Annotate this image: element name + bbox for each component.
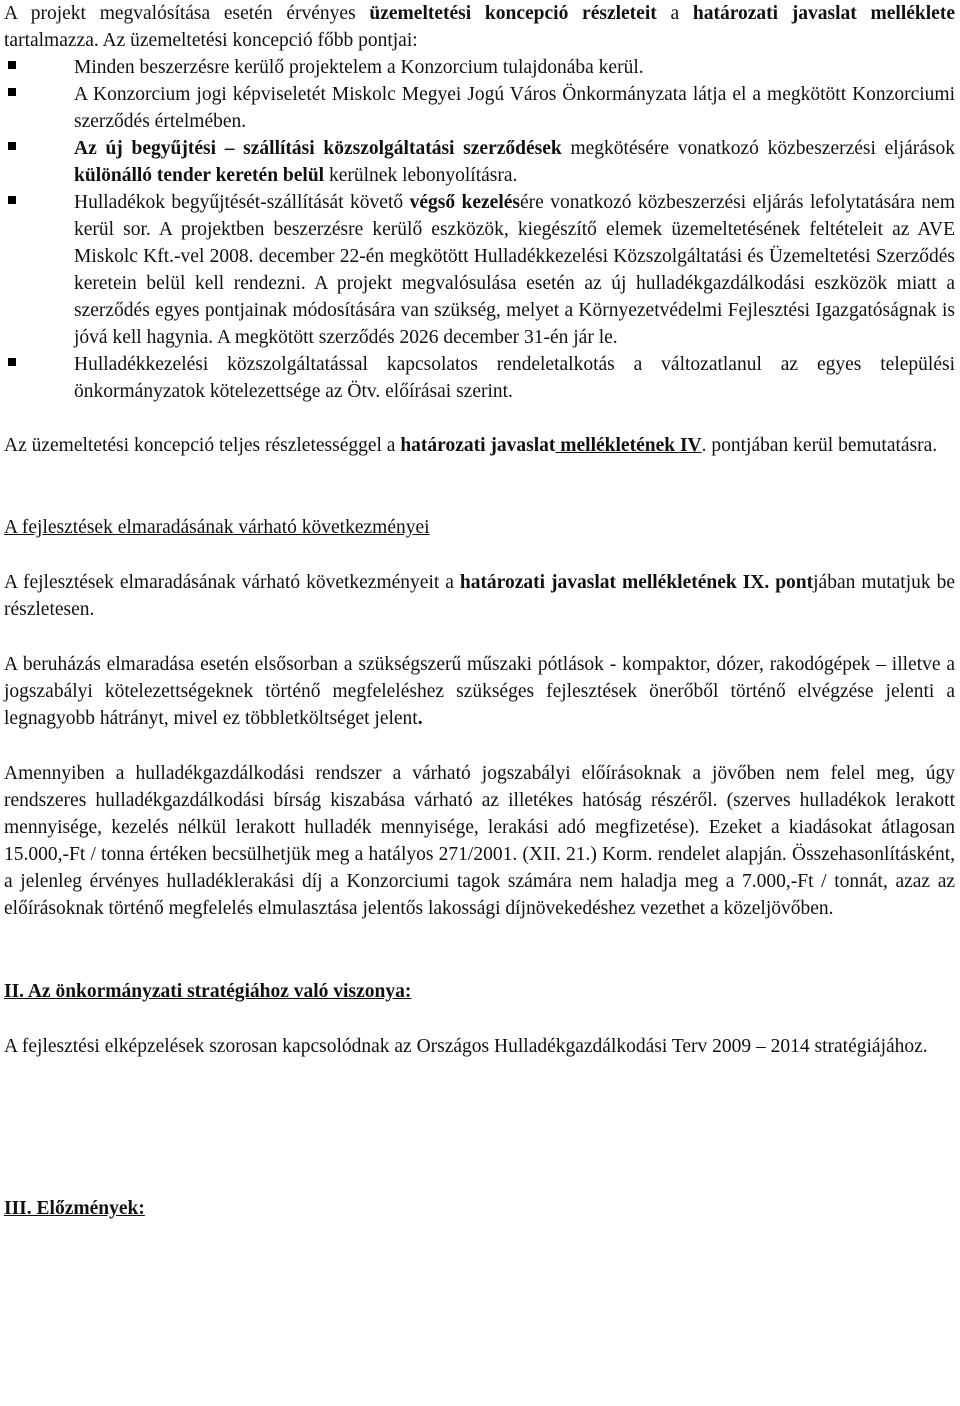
section-title-history: III. Előzmények: [4,1198,145,1219]
section-title-delay-consequences: A fejlesztések elmaradásának várható következményei [4,517,430,538]
section-title-strategy: II. Az önkormányzati stratégiához való viszonya: [4,981,412,1002]
list-item: Hulladékkezelési közszolgáltatással kapcsolatos rendeletalkotás a változatlanul az egyes települési önkormányzatok kötelezettsége az Ötv. előírásai szerint. [74,351,955,405]
list-item: Minden beszerzésre kerülő projektelem a Konzorcium tulajdonába kerül. [74,54,955,81]
concept-reference-paragraph: Az üzemeltetési koncepció teljes részletességgel a határozati javaslat mellékletének IV. pontjában kerül bemutatásra. [4,435,938,456]
square-bullet-icon [8,358,16,366]
square-bullet-icon [8,88,16,96]
square-bullet-icon [8,61,16,69]
delay-paragraph-3: Amennyiben a hulladékgazdálkodási rendszer a várható jogszabályi előírásoknak a jövőben nem felel meg, úgy rendszeres hulladékgazdálkodási bírság kiszabása várható az illetékes hatóság részéről. (szerves hulladékok lerakott mennyisége, kezelés nélkül lerakott hulladék mennyisége, lerakási adó megfizetése). Ezeket a kiadásokat átlagosan 15.000,-Ft / tonna értéken becsülhetjük meg a hatályos 271/2001. (XII. 21.) Korm. rendelet alapján. Összehasonlításként, a jelenleg érvényes hulladéklerakási díj a Konzorciumi tagok számára nem haladja meg a 7.000,-Ft / tonnát, azaz az előírásoknak történő megfelelés elmulasztása jelentős lakossági díjnövekedéshez vezethet a közeljövőben. [4,763,955,919]
strategy-paragraph: A fejlesztési elképzelések szorosan kapcsolódnak az Országos Hulladékgazdálkodási Terv 2009 – 2014 stratégiájához. [4,1036,928,1057]
operation-concept-list [4,54,955,405]
list-item: Az új begyűjtési – szállítási közszolgáltatási szerződések megkötésére vonatkozó közbeszerzési eljárások különálló tender keretén belül kerülnek lebonyolításra. [74,135,955,189]
delay-paragraph-2: A beruházás elmaradása esetén elsősorban a szükségszerű műszaki pótlások - kompaktor, dózer, rakodógépek – illetve a jogszabályi kötelezettségeknek történő megfeleléshez szükséges fejlesztések önerőből történő elvégzése jelenti a legnagyobb hátrányt, mivel ez többletköltséget jelent. [4,654,955,729]
delay-paragraph-1: A fejlesztések elmaradásának várható következményeit a határozati javaslat mellékletének IX. pontjában mutatjuk be részletesen. [4,572,956,620]
square-bullet-icon [8,196,16,204]
intro-paragraph: A projekt megvalósítása esetén érvényes üzemeltetési koncepció részleteit a határozati javaslat melléklete tartalmazza. Az üzemeltetési koncepció főbb pontjai: [4,3,955,51]
square-bullet-icon [8,142,16,150]
list-item: Hulladékok begyűjtését-szállítását követő végső kezelésére vonatkozó közbeszerzési eljárás lefolytatására nem kerül sor. A projektben beszerzésre kerülő eszközök, kiegészítő elemek üzemeltetésének feltételeit az AVE Miskolc Kft.-vel 2008. december 22-én megkötött Hulladékkezelési Közszolgáltatási és Üzemeltetési Szerződés keretein belül kell rendezni. A projekt megvalósulása esetén az új hulladékgazdálkodási eszközök miatt a szerződés egyes pontjainak módosítására van szükség, melyet a Környezetvédelmi Fejlesztési Igazgatóságnak is jóvá kell hagynia. A megkötött szerződés 2026 december 31-én jár le. [74,189,955,351]
list-item: A Konzorcium jogi képviseletét Miskolc Megyei Jogú Város Önkormányzata látja el a megkötött Konzorciumi szerződés értelmében. [74,81,955,135]
